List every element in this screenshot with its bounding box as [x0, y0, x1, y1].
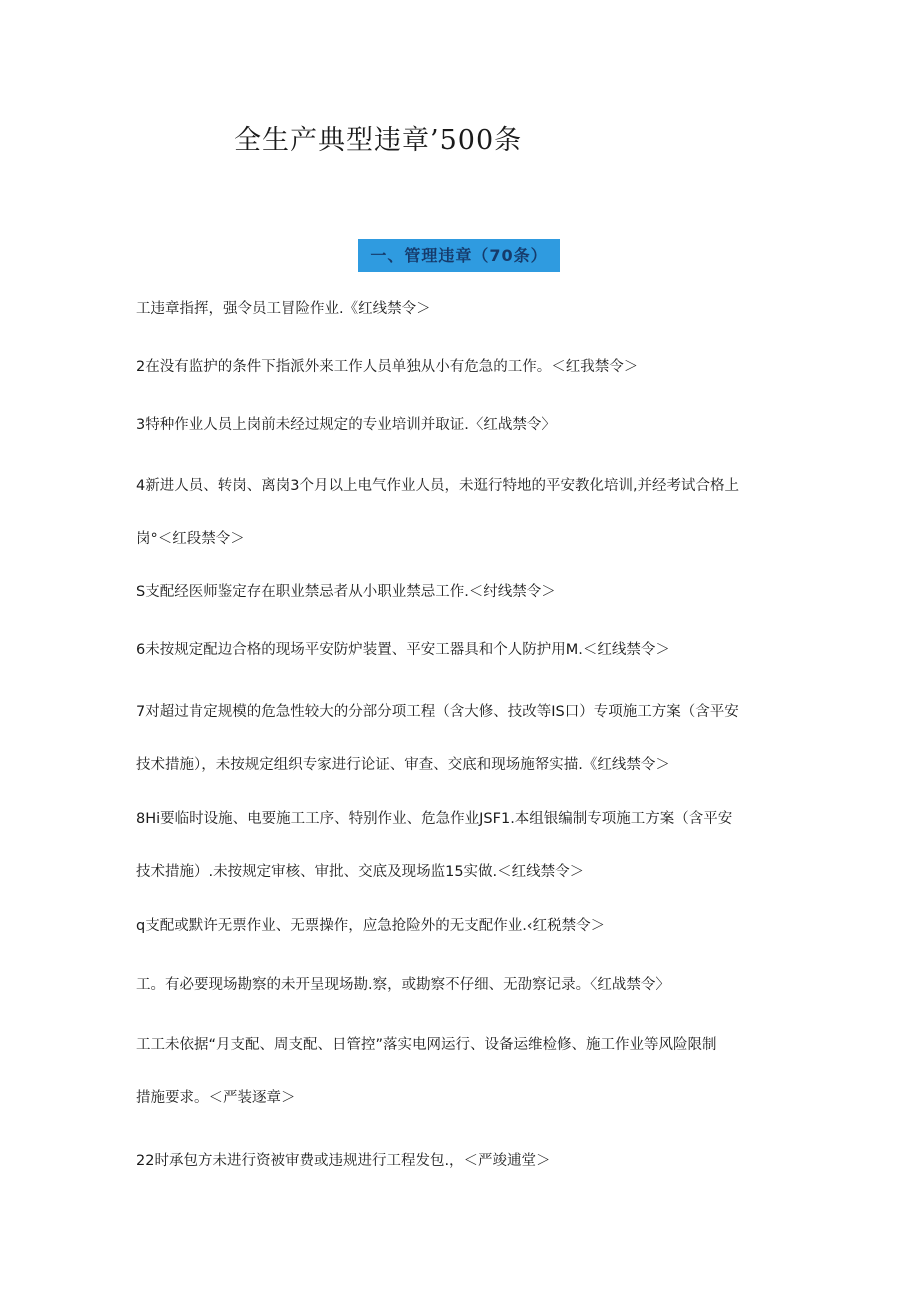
- rule-text: 4新进人员、转岗、离岗3个月以上电气作业人员，未逛行特地的平安教化培训,并经考试合格上: [136, 478, 740, 494]
- rule-item: [136, 793, 786, 899]
- rule-text: 工违章指挥，强令员工冒险作业.《红线禁令＞: [136, 301, 431, 317]
- rule-text: 工。有必要现场勘察的未开呈现场勘.察，或勘察不仔细、无劭察记录。〈红战禁令〉: [136, 977, 670, 993]
- rule-item: [136, 900, 786, 953]
- rule-text: S支配经医师鉴定存在职业禁忌者从小职业禁忌工作.＜纣线禁令＞: [136, 584, 556, 600]
- rule-text: 3特种作业人员上岗前未经过规定的专业培训并取证.〈红战禁令〉: [136, 417, 556, 433]
- rule-item: [136, 959, 786, 1012]
- rule-text: 22时承包方未进行资被审费或违规进行工程发包.，＜严竣逋堂＞: [136, 1153, 551, 1169]
- rule-text-continued: 措施要求。＜严装逐章＞: [136, 1090, 296, 1106]
- rule-item: [136, 283, 786, 336]
- rule-item: [136, 341, 786, 394]
- rule-text: 2在没有监护的条件下指派外来工作人员单独从小有危急的工作。＜红我禁令＞: [136, 359, 639, 375]
- rule-text: q支配或默许无票作业、无票操作，应急抢险外的无支配作业.‹红税禁令＞: [136, 918, 606, 934]
- document-title: 全生产典型违章’500条: [234, 125, 523, 156]
- rule-text-continued: 岗°＜红段禁令＞: [136, 531, 245, 547]
- rule-item: [136, 399, 786, 452]
- rule-text-continued: 技术措施）.未按规定审核、审批、交底及现场监15实做.＜红线禁令＞: [136, 864, 585, 880]
- rule-text: 7对超过肯定规模的危急性较大的分部分项工程（含大修、技改等IS口）专项施工方案（含平安: [136, 704, 739, 720]
- rule-text: 工工未依据“月支配、周支配、日管控”落实电网运行、设备运维检修、施工作业等风险限制: [136, 1037, 717, 1053]
- rule-item: [136, 624, 786, 677]
- rule-item: [136, 1135, 786, 1188]
- section-heading: 一、管理违章（70条）: [358, 239, 560, 272]
- rule-text: 8Hi要临时设施、电要施工工序、特别作业、危急作业JSF1.本组银编制专项施工方案（含平安: [136, 811, 733, 827]
- rule-text-continued: 技术措施），未按规定组织专家进行论证、审查、交底和现场施帑实描.《红线禁令＞: [136, 757, 670, 773]
- rule-item: [136, 1019, 786, 1125]
- rule-text: 6未按规定配边合格的现场平安防炉装置、平安工器具和个人防护用M.＜红线禁令＞: [136, 642, 670, 658]
- rule-item: [136, 686, 786, 792]
- rule-item: [136, 566, 786, 619]
- rule-item: [136, 460, 786, 566]
